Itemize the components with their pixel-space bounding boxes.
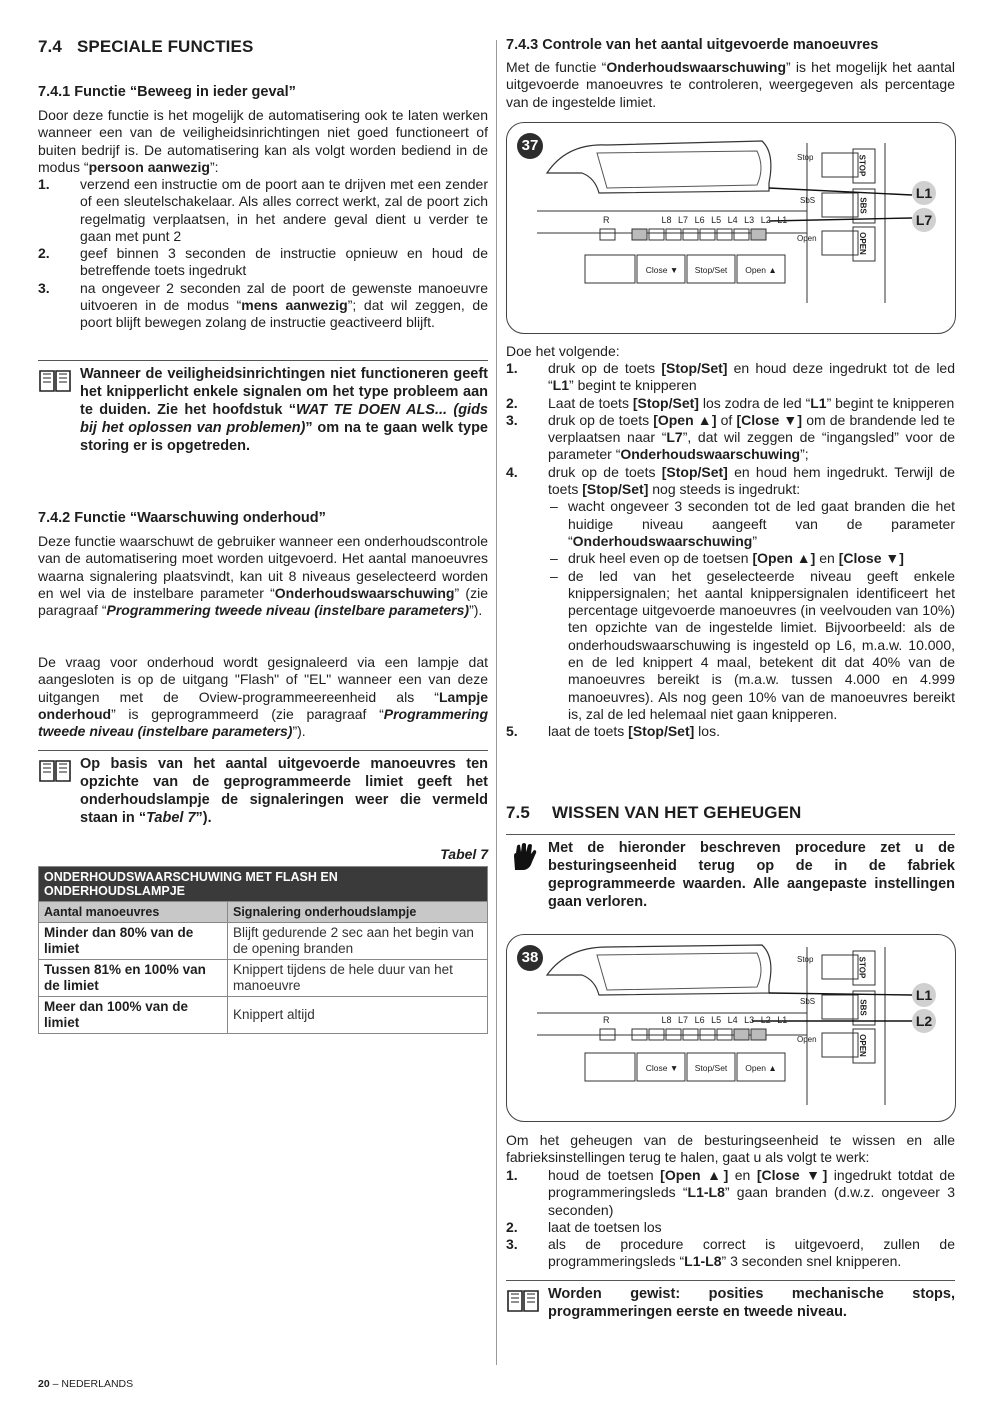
- table-header-row: [39, 902, 488, 923]
- terminal-label: OPEN: [857, 232, 867, 255]
- section-7-4-2-p1: Deze functie waarschuwt de gebruiker wanneer een onderhoudscontrole van de automatisering moet worden uitgevoerd. Het aantal manoeuvres waarna signalering plaatsvindt, kan uit 8 niveaus geselecteerd worden en wel via de instelbare parameter “Onderhoudswaarschuwing” (zie paragraaf “Programmering tweede niveau (instelbare parameters)”).: [38, 533, 488, 619]
- section-7-4-1-intro: Door deze functie is het mogelijk de automatisering ook te laten werken wanneer een van de veiligheidsinrichtingen niet goed functioneert of buiten bedrijf is. De automatisering kan als volgt worden bediend in de modus “persoon aanwezig”:: [38, 107, 488, 175]
- section-7-4-3-steps: [506, 360, 955, 741]
- warning-note-7-5: Met de hieronder beschreven procedure zet u de besturingseenheid terug op de in de fabriek geprogrammeerde waarden. Alle aangepaste instellingen gaan verloren.: [506, 834, 955, 911]
- section-title: Functie “Waarschuwing onderhoud”: [74, 510, 326, 526]
- led-tag-l2: L2: [912, 1009, 936, 1033]
- list-item: 2. laat de toetsen los: [506, 1218, 662, 1235]
- table-cell: Blijft gedurende 2 sec aan het begin van de opening branden: [228, 923, 488, 960]
- table-row: [39, 960, 488, 997]
- section-7-5-heading: [506, 803, 801, 823]
- led-labels: R L8 L7 L6 L5 L4 L3 L2 L1: [603, 215, 788, 225]
- manual-book-icon: [38, 367, 72, 393]
- column-header: Signalering onderhoudslampje: [228, 902, 488, 923]
- table-cell: Meer dan 100% van de limiet: [39, 997, 228, 1034]
- list-item: 1. druk op de toets [Stop/Set] en houd deze ingedrukt tot de led “L1” begint te knipperen: [506, 360, 955, 394]
- info-note-7-5: Worden gewist: posities mechanische stops, programmeringen eerste en tweede niveau.: [506, 1280, 955, 1321]
- figure-badge: 38: [517, 945, 543, 971]
- table-cell: Tussen 81% en 100% van de limiet: [39, 960, 228, 997]
- table-cell: Minder dan 80% van de limiet: [39, 923, 228, 960]
- led-tag-l7: L7: [912, 208, 936, 232]
- section-7-4-1-heading: [38, 84, 296, 100]
- section-7-5-steps: [506, 1167, 955, 1271]
- led-tag-l1: L1: [912, 181, 936, 205]
- stop-set-button-label: Stop/Set: [694, 1063, 728, 1073]
- control-board-diagram: [507, 935, 955, 1121]
- section-7-5-intro: Om het geheugen van de besturingseenheid te wissen en alle fabrieksinstellingen terug te halen, gaat u als volgt te werk:: [506, 1132, 955, 1166]
- section-7-4-heading: [38, 37, 253, 57]
- section-title: Controle van het aantal uitgevoerde manoeuvres: [542, 37, 879, 53]
- input-label: SbS: [800, 196, 816, 205]
- section-number: 7.5: [506, 803, 530, 822]
- list-item: 1. houd de toetsen [Open ▲] en [Close ▼] ingedrukt totdat de programmeringsleds “L1-L8” gaan branden (d.w.z. ongeveer 3 seconden): [506, 1167, 956, 1218]
- stop-set-button-label: Stop/Set: [694, 265, 728, 275]
- led-tag-l1: L1: [912, 983, 936, 1007]
- input-label: SbS: [800, 997, 816, 1006]
- figure-37: [506, 122, 956, 334]
- list-item: 5. laat de toets [Stop/Set] los.: [506, 723, 720, 740]
- table-caption: Tabel 7: [440, 846, 488, 862]
- list-item: 2. Laat de toets [Stop/Set] los zodra de led “L1” begint te knipperen: [506, 394, 955, 411]
- close-button-label: Close ▼: [645, 1063, 679, 1073]
- terminal-label: OPEN: [857, 1034, 867, 1057]
- led-labels: R L8 L7 L6 L5 L4 L3 L2 L1: [603, 1015, 788, 1025]
- section-7-4-3-intro: Met de functie “Onderhoudswaarschuwing” is het mogelijk het aantal uitgevoerde manoeuvres te controleren, weergegeven als percentage van de ingestelde limiet.: [506, 59, 956, 110]
- list-item: 1. verzend een instructie om de poort aan te drijven met een zender of een sleutelschakelaar. Als alles correct werkt, zal de poort zich regelmatig verplaatsen, in het andere geval dient u verder te gaan met punt 2: [38, 176, 488, 244]
- column-header: Aantal manoeuvres: [39, 902, 228, 923]
- table-title: ONDERHOUDSWAARSCHUWING MET FLASH EN ONDERHOUDSLAMPJE: [39, 867, 488, 902]
- input-label: Stop: [797, 153, 814, 162]
- page-footer: [38, 1378, 133, 1390]
- list-item: 3. druk op de toets [Open ▲] of [Close ▼] om de brandende led te verplaatsen naar “L7”, dat wil zeggen de “ingangsled” voor de parameter “Onderhoudswaarschuwing”;: [506, 411, 956, 463]
- info-note-7-4-1: Wanneer de veiligheidsinrichtingen niet functioneren geeft het knipperlicht enkele signalen om het type probleem aan te duiden. Zie het hoofdstuk “WAT TE DOEN ALS... (gids bij het oplossen van problemen)” om na te gaan welk type storing er is opgetreden.: [38, 360, 488, 455]
- section-7-4-2-p2: De vraag voor onderhoud wordt gesignaleerd via een lampje dat aangesloten is op de uitgang "Flash" of "EL" wanneer een van deze uitgangen met de Oview-programmeereenheid als “Lampje onderhoud” is geprogrammeerd (zie paragraaf “Programmering tweede niveau (instelbare parameters)”).: [38, 654, 488, 740]
- maintenance-table: [38, 866, 488, 1034]
- section-number: 7.4.2: [38, 510, 71, 526]
- terminal-label: STOP: [857, 154, 867, 177]
- list-item: 4. druk op de toets [Stop/Set] en houd hem ingedrukt. Terwijl de toets [Stop/Set] nog steeds is ingedrukt: – wacht ongeveer 3 seconden tot de led gaat branden die het huidige niveau aangeeft van de parameter “Onderhoudswaarschuwing” – druk heel even op de toetsen [Open ▲] en [Close ▼] – de led van het geselecteerde niveau geeft enkele knippersignalen; het aantal knippersignalen identificeert het percentage uitgevoerde manoeuvres (in veelvouden van 10%) ten opzichte van de ingestelde limiet. Bijvoorbeeld: als de onderhoudswaarschuwing is ingesteld op L6, m.a.w. 10.000, en de led knippert 4 maal, betekent dit dat 40% van de manoeuvres bereikt is (m.a.w. tussen 4.000 en 4.999 manoeuvres). Als nog geen 10% van de manoeuvres bereikt is, zal de led helemaal niet gaan knipperen.: [506, 463, 955, 722]
- section-title: SPECIALE FUNCTIES: [76, 37, 254, 56]
- list-item: 2. geef binnen 3 seconden de instructie opnieuw en houd de betreffende toets ingedrukt: [38, 245, 488, 279]
- input-label: Open: [797, 234, 817, 243]
- section-7-4-1-steps: [38, 176, 488, 332]
- sub-list-item: – de led van het geselecteerde niveau geeft enkele knippersignalen; het aantal knippersignalen identificeert het percentage uitgevoerde manoeuvres (in veelvouden van 10%) ten opzichte van de ingestelde limiet. Bijvoorbeeld: als de onderhoudswaarschuwing is ingesteld op L6, m.a.w. 10.000, en de led knippert 4 maal, betekent dit dat 40% van de manoeuvres bereikt is (m.a.w. tussen 4.000 en 4.999 manoeuvres). Als nog geen 10% van de manoeuvres bereikt is, zal de led helemaal niet gaan knipperen.: [550, 567, 955, 722]
- sub-list-item: – druk heel even op de toetsen [Open ▲] en [Close ▼]: [550, 550, 904, 567]
- table-row: [39, 997, 488, 1034]
- table-title-row: [39, 867, 488, 902]
- control-board-diagram: [507, 123, 955, 333]
- list-item: 3. als de procedure correct is uitgevoerd, zullen de programmeringsleds “L1-L8” 3 seconden snel knipperen.: [506, 1236, 955, 1270]
- figure-badge: 37: [517, 133, 543, 159]
- section-7-4-2-heading: [38, 510, 326, 526]
- table-cell: Knippert altijd: [228, 997, 488, 1034]
- open-button-label: Open ▲: [745, 1063, 777, 1073]
- section-number: 7.4.1: [38, 84, 71, 100]
- terminal-label: STOP: [857, 956, 867, 979]
- section-title: Functie “Beweeg in ieder geval”: [74, 84, 296, 100]
- footer-language: – NEDERLANDS: [49, 1378, 134, 1390]
- open-button-label: Open ▲: [745, 265, 777, 275]
- close-button-label: Close ▼: [645, 265, 679, 275]
- section-number: 7.4.3: [506, 37, 539, 53]
- terminal-label: SBS: [858, 197, 868, 214]
- figure-38: [506, 934, 956, 1122]
- input-label: Open: [797, 1035, 817, 1044]
- section-7-4-3-heading: [506, 37, 878, 53]
- terminal-label: SBS: [858, 999, 868, 1016]
- page-number: 20: [38, 1378, 50, 1390]
- sub-list-item: – wacht ongeveer 3 seconden tot de led gaat branden die het huidige niveau aangeeft van de parameter “Onderhoudswaarschuwing”: [550, 498, 955, 549]
- manual-book-icon: [38, 757, 72, 783]
- section-7-4-3-lead: Doe het volgende:: [506, 343, 620, 359]
- list-item: 3. na ongeveer 2 seconden zal de poort de gewenste manoeuvre uitvoeren in de modus “mens aanwezig”; dat wil zeggen, de poort blijft bewegen zolang de instructie geactiveerd blijft.: [38, 279, 489, 331]
- manual-book-icon: [506, 1287, 540, 1313]
- section-title: WISSEN VAN HET GEHEUGEN: [551, 803, 802, 822]
- section-number: 7.4: [38, 37, 62, 56]
- input-label: Stop: [797, 955, 814, 964]
- info-note-7-4-2: Op basis van het aantal uitgevoerde manoeuvres ten opzichte van de geprogrammeerde limiet geeft het onderhoudslampje de signaleringen weer die vermeld staan in “Tabel 7”).: [38, 750, 488, 827]
- hand-stop-icon: [506, 841, 540, 873]
- column-divider: [496, 40, 497, 1365]
- table-cell: Knippert tijdens de hele duur van het manoeuvre: [228, 960, 488, 997]
- table-row: [39, 923, 488, 960]
